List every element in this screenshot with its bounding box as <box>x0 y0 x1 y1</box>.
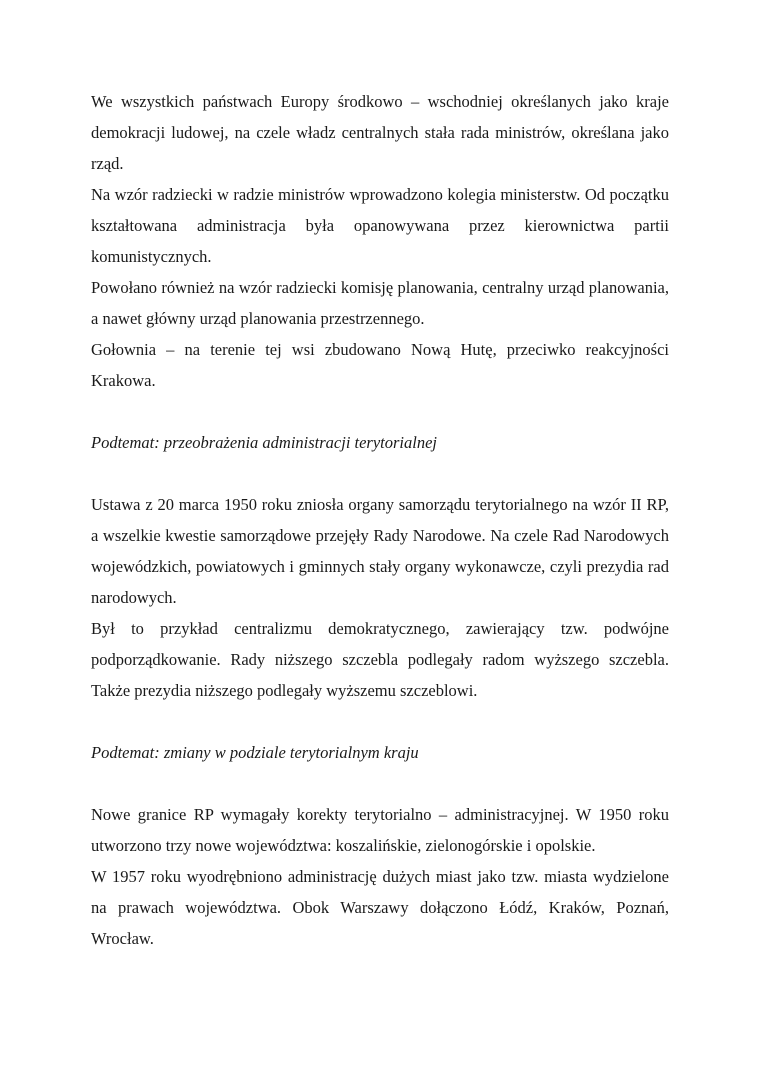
spacer <box>91 706 669 737</box>
spacer <box>91 458 669 489</box>
subtopic-heading: Podtemat: zmiany w podziale terytorialnym kraju <box>91 743 419 762</box>
spacer <box>91 396 669 427</box>
paragraph: W 1957 roku wyodrębniono administrację dużych miast jako tzw. miasta wydzielone na prawach województwa. Obok Warszawy dołączono Łódź, Kraków, Poznań, Wrocław. <box>91 867 669 948</box>
paragraph: We wszystkich państwach Europy środkowo – wschodniej określanych jako kraje demokracji ludowej, na czele władz centralnych stała rada ministrów, określana jako rząd. <box>91 92 669 173</box>
document-page <box>91 86 669 954</box>
paragraph: Gołownia – na terenie tej wsi zbudowano Nową Hutę, przeciwko reakcyjności Krakowa. <box>91 340 669 390</box>
paragraph: Ustawa z 20 marca 1950 roku zniosła organy samorządu terytorialnego na wzór II RP, a wszelkie kwestie samorządowe przejęły Rady Narodowe. Na czele Rad Narodowych wojewódzkich, powiatowych i gminnych stały organy wykonawcze, czyli prezydia rad narodowych. <box>91 495 669 607</box>
paragraph: Na wzór radziecki w radzie ministrów wprowadzono kolegia ministerstw. Od początku kształtowana administracja była opanowywana przez kierownictwa partii komunistycznych. <box>91 185 669 266</box>
paragraph: Był to przykład centralizmu demokratycznego, zawierający tzw. podwójne podporządkowanie. Rady niższego szczebla podlegały radom wyższego szczebla. Także prezydia niższego podlegały wyższemu szczeblowi. <box>91 619 669 700</box>
paragraph: Powołano również na wzór radziecki komisję planowania, centralny urząd planowania, a nawet główny urząd planowania przestrzennego. <box>91 278 669 328</box>
paragraph: Nowe granice RP wymagały korekty terytorialno – administracyjnej. W 1950 roku utworzono trzy nowe województwa: koszalińskie, zielonogórskie i opolskie. <box>91 805 669 855</box>
spacer <box>91 768 669 799</box>
subtopic-heading: Podtemat: przeobrażenia administracji terytorialnej <box>91 433 438 452</box>
